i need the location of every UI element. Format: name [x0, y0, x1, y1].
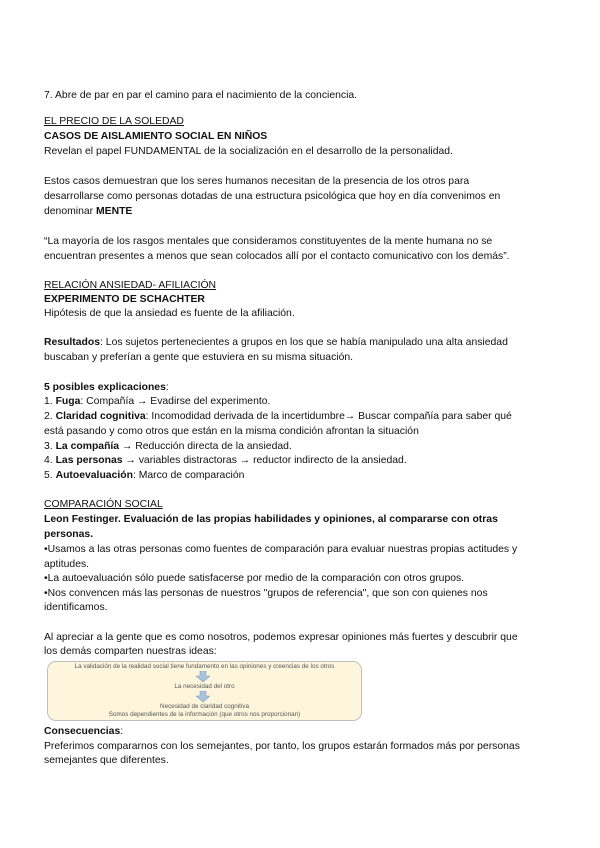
intro-item: 7. Abre de par en par el camino para el nacimiento de la conciencia.: [44, 90, 358, 101]
list-item: [44, 394, 564, 410]
item-label: Fuga: [55, 396, 81, 407]
section-title-festinger-cont: personas.: [44, 529, 94, 540]
item-label: Claridad cognitiva: [55, 411, 146, 422]
results-line: [44, 335, 564, 351]
paragraph-line: Hipótesis de que la ansiedad es fuente de la afiliación.: [44, 308, 295, 319]
item-number: 3.: [44, 441, 56, 452]
consequences-heading: [44, 724, 564, 740]
section-title-aislamiento: CASOS DE AISLAMIENTO SOCIAL EN NIÑOS: [44, 131, 268, 142]
diagram-line: Necesidad de claridad cognitiva: [160, 703, 249, 710]
diagram-line: La validación de la realidad social tiene fundamento en las opiniones y creencias de los otros: [74, 663, 335, 670]
item-label: Las personas: [55, 455, 123, 466]
bullet-line: identificamos.: [44, 602, 108, 613]
colon: :: [165, 382, 169, 393]
emphasis-mente: MENTE: [95, 206, 133, 217]
item-number: 5.: [44, 470, 56, 481]
paragraph-line: los demás comparten nuestras ideas:: [44, 646, 217, 657]
bullet-line: •La autoevaluación sólo puede satisfacerse por medio de la comparación con otros grupos.: [44, 573, 465, 584]
results-line: buscaban y preferían a gente que estuviera en su misma situación.: [44, 352, 354, 363]
item-text: → Reducción directa de la ansiedad.: [119, 441, 292, 452]
bullet-line: •Usamos a las otras personas como fuentes de comparación para evaluar nuestras propias actitudes y: [44, 544, 518, 555]
section-heading-soledad: EL PRECIO DE LA SOLEDAD: [44, 116, 184, 127]
list-item: [44, 453, 564, 469]
paragraph-line: Al apreciar a la gente que es como nosotros, podemos expresar opiniones más fuertes y descubrir que: [44, 632, 518, 643]
section-heading-ansiedad: RELACIÓN ANSIEDAD- AFILIACIÓN: [44, 280, 217, 291]
list-item: [44, 409, 564, 425]
explanations-label: 5 posibles explicaciones: [44, 382, 166, 393]
colon: :: [120, 726, 124, 737]
quote-line: encuentran presentes a menos que sean colocados allí por el contacto comunicativo con los demás”.: [44, 251, 510, 262]
bullet-line: •Nos convencen más las personas de nuestros "grupos de referencia", que son con quienes nos: [44, 588, 488, 599]
section-title-schachter: EXPERIMENTO DE SCHACHTER: [44, 294, 205, 305]
item-text: : Compañía → Evadirse del experimento.: [80, 396, 271, 407]
item-label: Autoevaluación: [55, 470, 133, 481]
item-label: La compañía: [55, 441, 120, 452]
paragraph-line: Revelan el papel FUNDAMENTAL de la socialización en el desarrollo de la personalidad.: [44, 146, 453, 157]
section-title-festinger: Leon Festinger. Evaluación de las propias habilidades y opiniones, al compararse con otras: [44, 514, 498, 525]
list-item-continuation: está pasando y como otros que están en la misma condición afrontan la situación: [44, 426, 419, 437]
consequences-label: Consecuencias: [44, 726, 121, 737]
paragraph-line: Preferimos compararnos con los semejantes, por tanto, los grupos estarán formados más por personas: [44, 741, 520, 752]
item-text: → variables distractoras → reductor indirecto de la ansiedad.: [122, 455, 407, 466]
list-item: [44, 468, 564, 484]
paragraph-line: desarrollarse como personas dotadas de una estructura psicológica que hoy en día convenimos en: [44, 191, 501, 202]
dependency-diagram: [47, 661, 362, 721]
diagram-line: La necesidad del otro: [174, 683, 235, 690]
quote-line: “La mayoría de los rasgos mentales que consideramos constituyentes de la mente humana no se: [44, 236, 493, 247]
bullet-line: aptitudes.: [44, 559, 90, 570]
paragraph-line: Estos casos demuestran que los seres humanos necesitan de la presencia de los otros para: [44, 176, 470, 187]
text-run: : Los sujetos pertenecientes a grupos en los que se había manipulado una alta ansiedad: [100, 337, 508, 348]
item-number: 1.: [44, 396, 56, 407]
text-run: denominar: [44, 206, 96, 217]
paragraph-line: [44, 204, 564, 220]
results-label: Resultados: [44, 337, 101, 348]
paragraph-line: semejantes que diferentes.: [44, 755, 169, 766]
item-text: : Incomodidad derivada de la incertidumbre→ Buscar compañía para saber qué: [145, 411, 512, 422]
section-heading-comparacion: COMPARACIÓN SOCIAL: [44, 499, 163, 510]
item-text: : Marco de comparación: [132, 470, 245, 481]
item-number: 2.: [44, 411, 56, 422]
diagram-line: Somos dependientes de la información (que otros nos proporcionan): [108, 711, 301, 718]
down-arrow-icon: [196, 691, 210, 702]
down-arrow-icon: [196, 671, 210, 682]
item-number: 4.: [44, 455, 56, 466]
